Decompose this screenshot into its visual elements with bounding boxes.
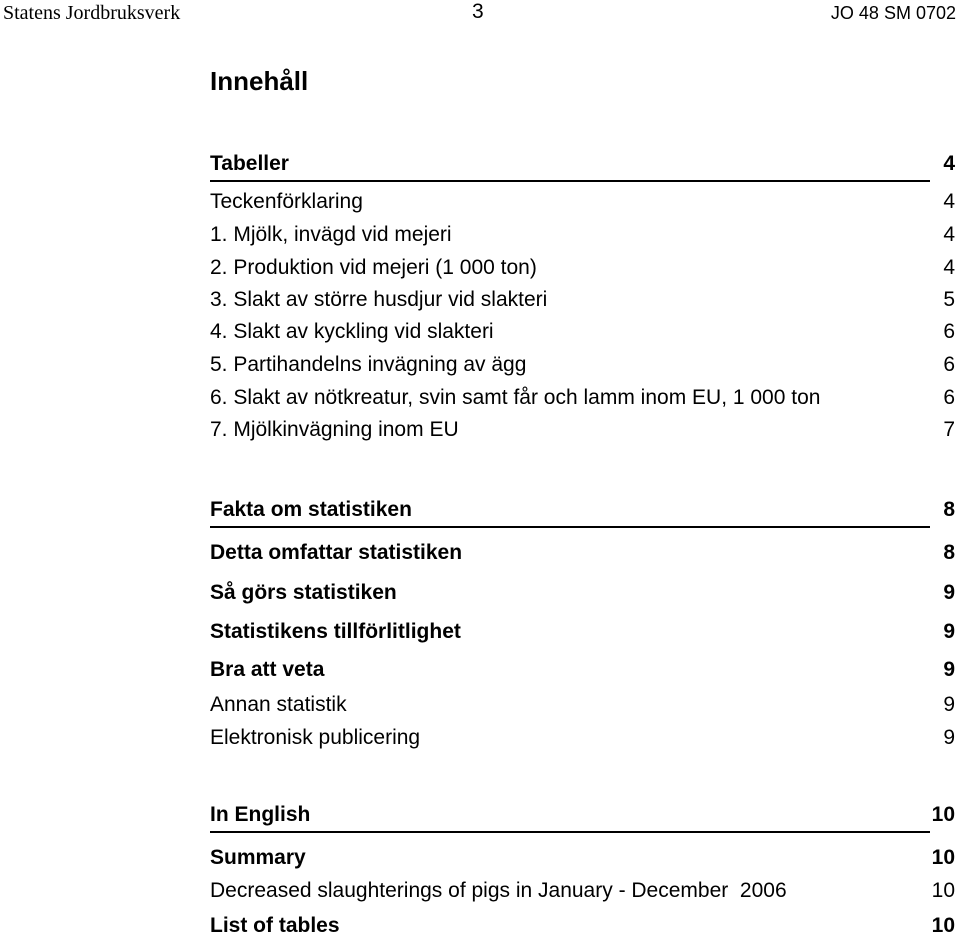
toc-item-label: Så görs statistiken — [210, 581, 397, 604]
toc-item[interactable] — [210, 417, 955, 443]
toc-page-number: 10 — [931, 846, 955, 869]
toc-item[interactable] — [210, 692, 955, 718]
toc-item-label: 6. Slakt av nötkreatur, svin samt får och lamm inom EU, 1 000 ton — [210, 386, 821, 409]
toc-heading-label: Fakta om statistiken — [210, 498, 412, 521]
page-header — [0, 0, 960, 28]
toc-item-label: 2. Produktion vid mejeri (1 000 ton) — [210, 256, 537, 279]
toc-page-number: 8 — [943, 541, 955, 564]
toc-page-number: 6 — [943, 353, 955, 376]
toc-item-label: 3. Slakt av större husdjur vid slakteri — [210, 288, 548, 311]
toc-page-number: 4 — [943, 190, 955, 213]
toc-item[interactable] — [210, 319, 955, 345]
toc-heading-label: In English — [210, 803, 311, 826]
section-divider — [210, 180, 930, 182]
toc-page-number: 10 — [931, 914, 955, 937]
section-divider — [210, 831, 930, 833]
toc-item-label: Bra att veta — [210, 658, 325, 681]
toc-page-number: 8 — [943, 498, 955, 521]
report-id: JO 48 SM 0702 — [830, 3, 956, 23]
toc-page-number: 7 — [943, 418, 955, 441]
toc-item[interactable] — [210, 878, 955, 904]
toc-item-label: Annan statistik — [210, 693, 347, 716]
toc-page-number: 4 — [943, 256, 955, 279]
page-number: 3 — [472, 0, 484, 23]
toc-page-number: 9 — [943, 658, 955, 681]
toc-item-label: 7. Mjölkinvägning inom EU — [210, 418, 459, 441]
toc-item[interactable] — [210, 287, 955, 313]
toc-item-label: Statistikens tillförlitlighet — [210, 620, 461, 643]
toc-item[interactable] — [210, 540, 955, 566]
toc-item[interactable] — [210, 255, 955, 281]
toc-item[interactable] — [210, 580, 955, 606]
toc-page-number: 4 — [943, 223, 955, 246]
toc-page-number: 10 — [931, 803, 955, 826]
toc-page-number: 9 — [943, 693, 955, 716]
toc-item[interactable] — [210, 385, 955, 411]
toc-page-number: 5 — [943, 288, 955, 311]
toc-page-number: 9 — [943, 581, 955, 604]
toc-item-label: Decreased slaughterings of pigs in January - December 2006 — [210, 879, 787, 902]
toc-heading-english[interactable] — [210, 802, 955, 828]
toc-heading-fakta[interactable] — [210, 497, 955, 523]
toc-item-label: List of tables — [210, 914, 340, 937]
toc-item[interactable] — [210, 913, 955, 939]
toc-item[interactable] — [210, 222, 955, 248]
toc-item[interactable] — [210, 352, 955, 378]
toc-page-number: 9 — [943, 726, 955, 749]
toc-heading-label: Tabeller — [210, 152, 289, 175]
toc-page-number: 6 — [943, 320, 955, 343]
toc-item[interactable] — [210, 189, 955, 215]
toc-item-label: 5. Partihandelns invägning av ägg — [210, 353, 527, 376]
publisher-name: Statens Jordbruksverk — [3, 2, 181, 24]
toc-page-number: 4 — [943, 152, 955, 175]
toc-item[interactable] — [210, 845, 955, 871]
toc-item-label: Elektronisk publicering — [210, 726, 421, 749]
toc-item[interactable] — [210, 619, 955, 645]
toc-item-label: Detta omfattar statistiken — [210, 541, 463, 564]
toc-page-number: 10 — [931, 879, 955, 902]
toc-item[interactable] — [210, 657, 955, 683]
toc-item-label: Teckenförklaring — [210, 190, 363, 213]
toc-page-number: 6 — [943, 386, 955, 409]
toc-heading-tabeller[interactable] — [210, 151, 955, 177]
section-divider — [210, 526, 930, 528]
toc-item-label: 4. Slakt av kyckling vid slakteri — [210, 320, 494, 343]
toc-item[interactable] — [210, 725, 955, 751]
toc-item-label: 1. Mjölk, invägd vid mejeri — [210, 223, 452, 246]
toc-item-label: Summary — [210, 846, 306, 869]
page-title: Innehåll — [210, 66, 309, 96]
toc-page-number: 9 — [943, 620, 955, 643]
